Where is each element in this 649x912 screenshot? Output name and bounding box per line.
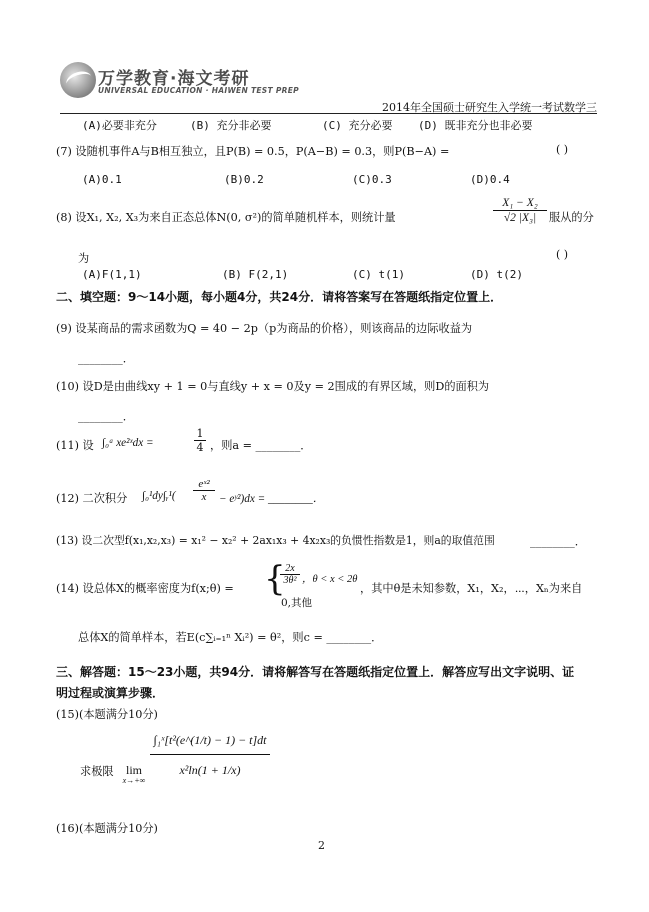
- q14-case1-fraction: [280, 563, 300, 586]
- q8-stem-continued: 为: [78, 252, 90, 265]
- q7-option-d: (D)0.4: [470, 173, 510, 186]
- q15-limit-fraction: [150, 733, 270, 778]
- header-divider: [60, 113, 597, 114]
- q14-case1-denominator: 3θ²: [283, 575, 297, 586]
- exam-title: 2014年全国硕士研究生入学统一考试数学三: [382, 101, 597, 114]
- logo-title: 万学教育·海文考研: [98, 69, 250, 89]
- q15-limit-operator: lim: [125, 763, 142, 777]
- q15-lead: 求极限: [80, 765, 114, 778]
- q13-answer-blank: ________．: [530, 535, 586, 548]
- q7-option-b: (B)0.2: [224, 173, 264, 186]
- q15-header: (15)(本题满分10分): [56, 708, 158, 721]
- q11-integral: ∫₀ᵃ xe²ˣdx =: [102, 437, 154, 449]
- q6-option-c: (C) 充分必要: [322, 119, 393, 132]
- q12-prefix: (12) 二次积分: [56, 492, 128, 505]
- q7-answer-paren: ( ): [556, 143, 569, 156]
- q9-answer-blank: ________．: [78, 352, 134, 365]
- q12-fraction: [193, 478, 215, 503]
- q14-brace: {: [264, 559, 286, 599]
- q11-fraction-denominator: 4: [196, 441, 204, 454]
- q10-answer-blank: ________．: [78, 410, 134, 423]
- q14-stem-tail: ，其中θ是未知参数，X₁，X₂，⋯，Xₙ为来自: [360, 582, 583, 595]
- q6-option-a: (A)必要非充分: [82, 119, 157, 132]
- section-3-heading-continued: 明过程或演算步骤．: [56, 686, 165, 700]
- logo-subtitle: UNIVERSAL EDUCATION · HAIWEN TEST PREP: [98, 86, 299, 95]
- q8-option-a: (A)F(1,1): [82, 268, 142, 281]
- q6-option-b: (B) 充分非必要: [190, 119, 272, 132]
- logo-globe-icon: [60, 62, 96, 98]
- q9-stem: (9) 设某商品的需求函数为Q = 40 − 2p（p为商品的价格），则该商品的边际收益为: [56, 322, 473, 335]
- q11-prefix: (11) 设: [56, 439, 94, 452]
- q14-stem: (14) 设总体X的概率密度为f(x;θ) =: [56, 582, 234, 595]
- q12-fraction-numerator: eˣ²: [193, 478, 215, 491]
- q15-limit-subscript: x→+∞: [122, 776, 146, 785]
- q7-option-a: (A)0.1: [82, 173, 122, 186]
- q14-case1-condition: ，θ < x < 2θ: [302, 574, 358, 585]
- q15-limit: [120, 763, 148, 785]
- publisher-logo: [60, 62, 299, 100]
- q8-statistic-numerator: X₁ − X₂: [493, 197, 547, 211]
- q8-option-b: (B) F(2,1): [222, 268, 289, 281]
- q15-denominator: x²ln(1 + 1/x): [179, 763, 241, 777]
- q8-statistic-denominator: √2 |X₃|: [503, 212, 537, 224]
- q8-stem-tail: 服从的分: [549, 211, 594, 224]
- q11-fraction: [194, 427, 206, 454]
- section-3-heading: 三、解答题：15～23小题，共94分．请将解答写在答题纸指定位置上．解答应写出文字说明、证: [56, 665, 575, 679]
- q6-option-d: (D) 既非充分也非必要: [418, 119, 533, 132]
- q8-stem: (8) 设X₁, X₂, X₃为来自正态总体N(0, σ²)的简单随机样本，则统计量: [56, 211, 396, 224]
- q8-option-d: (D) t(2): [470, 268, 523, 281]
- q7-stem: (7) 设随机事件A与B相互独立，且P(B) = 0.5，P(A−B) = 0.3，则P(B−A) =: [56, 145, 450, 158]
- section-2-heading: 二、填空题：9～14小题，每小题4分，共24分．请将答案写在答题纸指定位置上．: [56, 290, 503, 304]
- q14-case1-numerator: 2x: [280, 563, 300, 575]
- page-number: 2: [318, 839, 325, 852]
- q11-fraction-numerator: 1: [194, 427, 206, 441]
- q14-stem-continued: 总体X的简单样本，若E(c∑ᵢ₌₁ⁿ Xᵢ²) = θ²，则c = ________．: [78, 631, 383, 644]
- q16-header: (16)(本题满分10分): [56, 822, 158, 835]
- q8-statistic: [493, 197, 547, 224]
- q11-suffix: ，则a = ________．: [210, 439, 312, 452]
- q8-option-c: (C) t(1): [352, 268, 405, 281]
- q12-integral: ∫₀¹dy∫ᵧ¹(: [142, 490, 176, 502]
- q10-stem: (10) 设D是由曲线xy + 1 = 0与直线y + x = 0及y = 2围成的有界区域，则D的面积为: [56, 380, 490, 393]
- q7-option-c: (C)0.3: [352, 173, 392, 186]
- q13-stem: (13) 设二次型f(x₁,x₂,x₃) = x₁² − x₂² + 2ax₁x₃ + 4x₂x₃的负惯性指数是1，则a的取值范围: [56, 534, 495, 547]
- q12-suffix: − eʸ²)dx = ________．: [219, 493, 324, 505]
- q12-fraction-denominator: x: [201, 491, 207, 503]
- q8-answer-paren: ( ): [556, 248, 569, 261]
- q15-numerator: ∫₁ˣ[t²(e^(1/t) − 1) − t]dt: [150, 733, 270, 755]
- q14-case2: 0,其他: [281, 597, 313, 609]
